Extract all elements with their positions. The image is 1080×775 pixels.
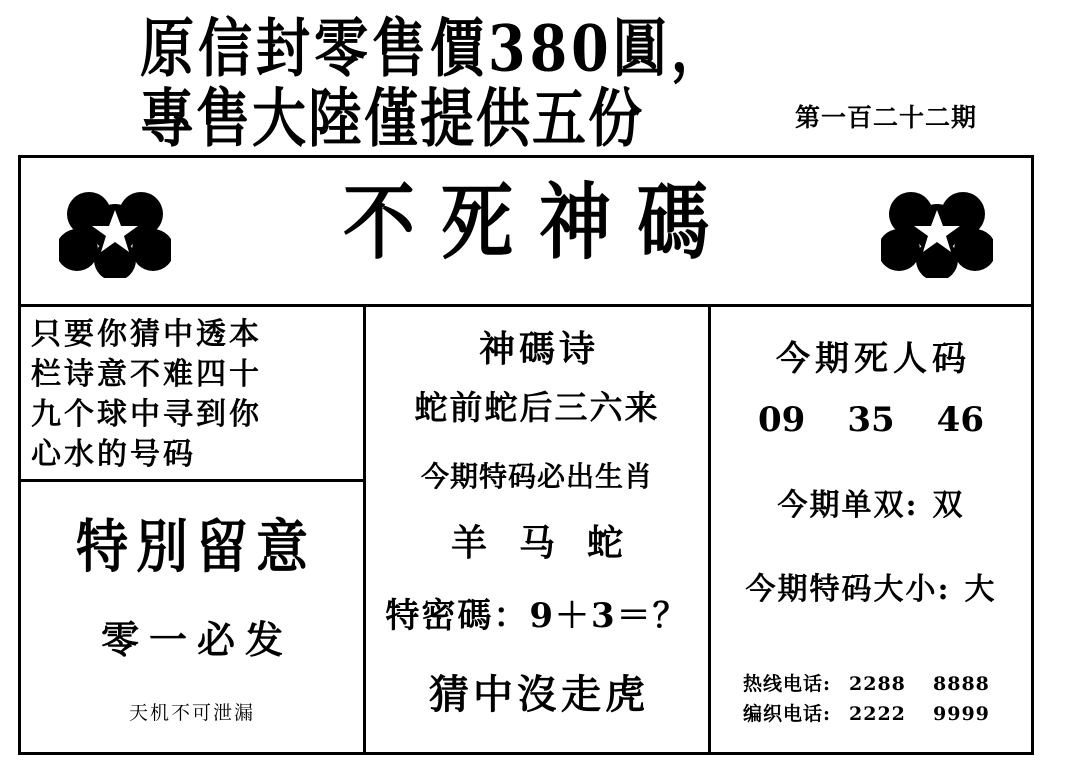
page-header	[0, 0, 1080, 155]
special-notice-title: 特別留意	[75, 513, 316, 581]
poem-box	[21, 307, 363, 482]
odd-even-row	[711, 480, 1031, 524]
odd-even-value: 双	[932, 488, 965, 523]
poster-frame	[18, 155, 1034, 755]
zodiac-item: 羊	[450, 522, 519, 564]
left-column	[21, 307, 366, 755]
poem-line: 九个球中寻到你	[31, 397, 262, 432]
phone-number-part: 8888	[933, 673, 990, 695]
dead-number-title: 今期死人码	[776, 339, 971, 379]
middle-column	[366, 307, 711, 755]
issue-number: 第一百二十二期	[795, 103, 978, 132]
phone-block	[711, 669, 1031, 729]
poem-line: 只要你猜中透本	[31, 317, 262, 352]
secret-code-formula: 特密碼：9＋3＝？	[385, 596, 689, 636]
dead-number: 09	[758, 400, 806, 440]
phone-number-part: 9999	[933, 703, 990, 725]
header-line-1: 原信封零售價380圓，	[140, 10, 729, 86]
middle-bottom-slogan: 猜中沒走虎	[429, 671, 649, 718]
page-title: 不死神碼	[342, 172, 735, 271]
zodiac-item: 蛇	[587, 522, 656, 564]
special-notice-subtitle: 零一必发	[100, 617, 293, 662]
phone-label: 热线电话:	[742, 673, 831, 695]
columns-container	[21, 307, 1031, 755]
size-row	[711, 564, 1031, 608]
zodiac-item: 马	[518, 522, 587, 564]
phone-label: 编织电话:	[742, 703, 831, 725]
size-label: 今期特码大小:	[745, 572, 951, 607]
phone-row	[711, 669, 1031, 699]
flower-ornament-right-icon	[881, 188, 993, 278]
zodiac-list	[366, 515, 708, 566]
right-column	[711, 307, 1031, 755]
odd-even-label: 今期单双:	[777, 488, 919, 523]
header-line-2: 專售大陸僅提供五份	[140, 80, 644, 156]
special-notice-footnote: 天机不可泄漏	[128, 702, 255, 724]
divine-code-poem-verse: 蛇前蛇后三六来	[414, 388, 660, 427]
dead-number: 46	[936, 400, 984, 440]
zodiac-label: 今期特码必出生肖	[420, 460, 653, 493]
dead-number: 35	[847, 400, 895, 440]
title-band	[21, 158, 1031, 307]
divine-code-poem-title: 神碼诗	[478, 328, 599, 370]
poem-line: 栏诗意不难四十	[31, 357, 262, 392]
size-value: 大	[964, 572, 997, 607]
phone-row	[711, 699, 1031, 729]
phone-number-part: 2222	[849, 703, 906, 725]
special-notice-box	[21, 482, 363, 755]
phone-number-part: 2288	[849, 673, 906, 695]
poem-line: 心水的号码	[31, 437, 196, 472]
dead-number-list	[711, 400, 1031, 440]
